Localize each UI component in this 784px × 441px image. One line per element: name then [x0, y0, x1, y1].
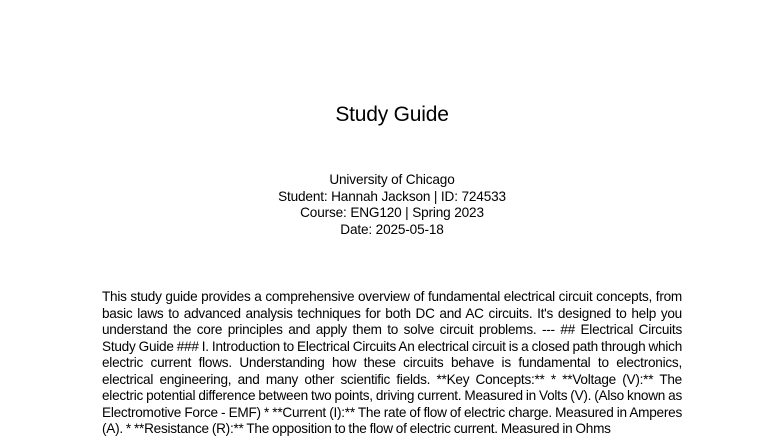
institution-line: University of Chicago [329, 172, 455, 187]
document-meta [0, 172, 784, 238]
course-line: Course: ENG120 | Spring 2023 [300, 205, 484, 220]
body-paragraph: This study guide provides a comprehensive overview of fundamental electrical circuit concepts, from basic laws to advanced analysis techniques for both DC and AC circuits. It's designed to help you understand the core principles and apply them to solve circuit problems. --- ## Electrical Circuits Study Guide ### I. Introduction to Electrical Circuits An electrical circuit is a closed path through which electric current flows. Understanding how these circuits behave is fundamental to electronics, electrical engineering, and many other scientific fields. **Key Concepts:** * **Voltage (V):** The electric potential difference between two points, driving current. Measured in Volts (V). (Also known as Electromotive Force - EMF) * **Current (I):** The rate of flow of electric charge. Measured in Amperes (A). * **Resistance (R):** The opposition to the flow of electric current. Measured in Ohms [102, 289, 682, 436]
student-line: Student: Hannah Jackson | ID: 724533 [278, 188, 506, 204]
date-line: Date: 2025-05-18 [340, 221, 444, 237]
document-title: Study Guide [335, 103, 449, 126]
